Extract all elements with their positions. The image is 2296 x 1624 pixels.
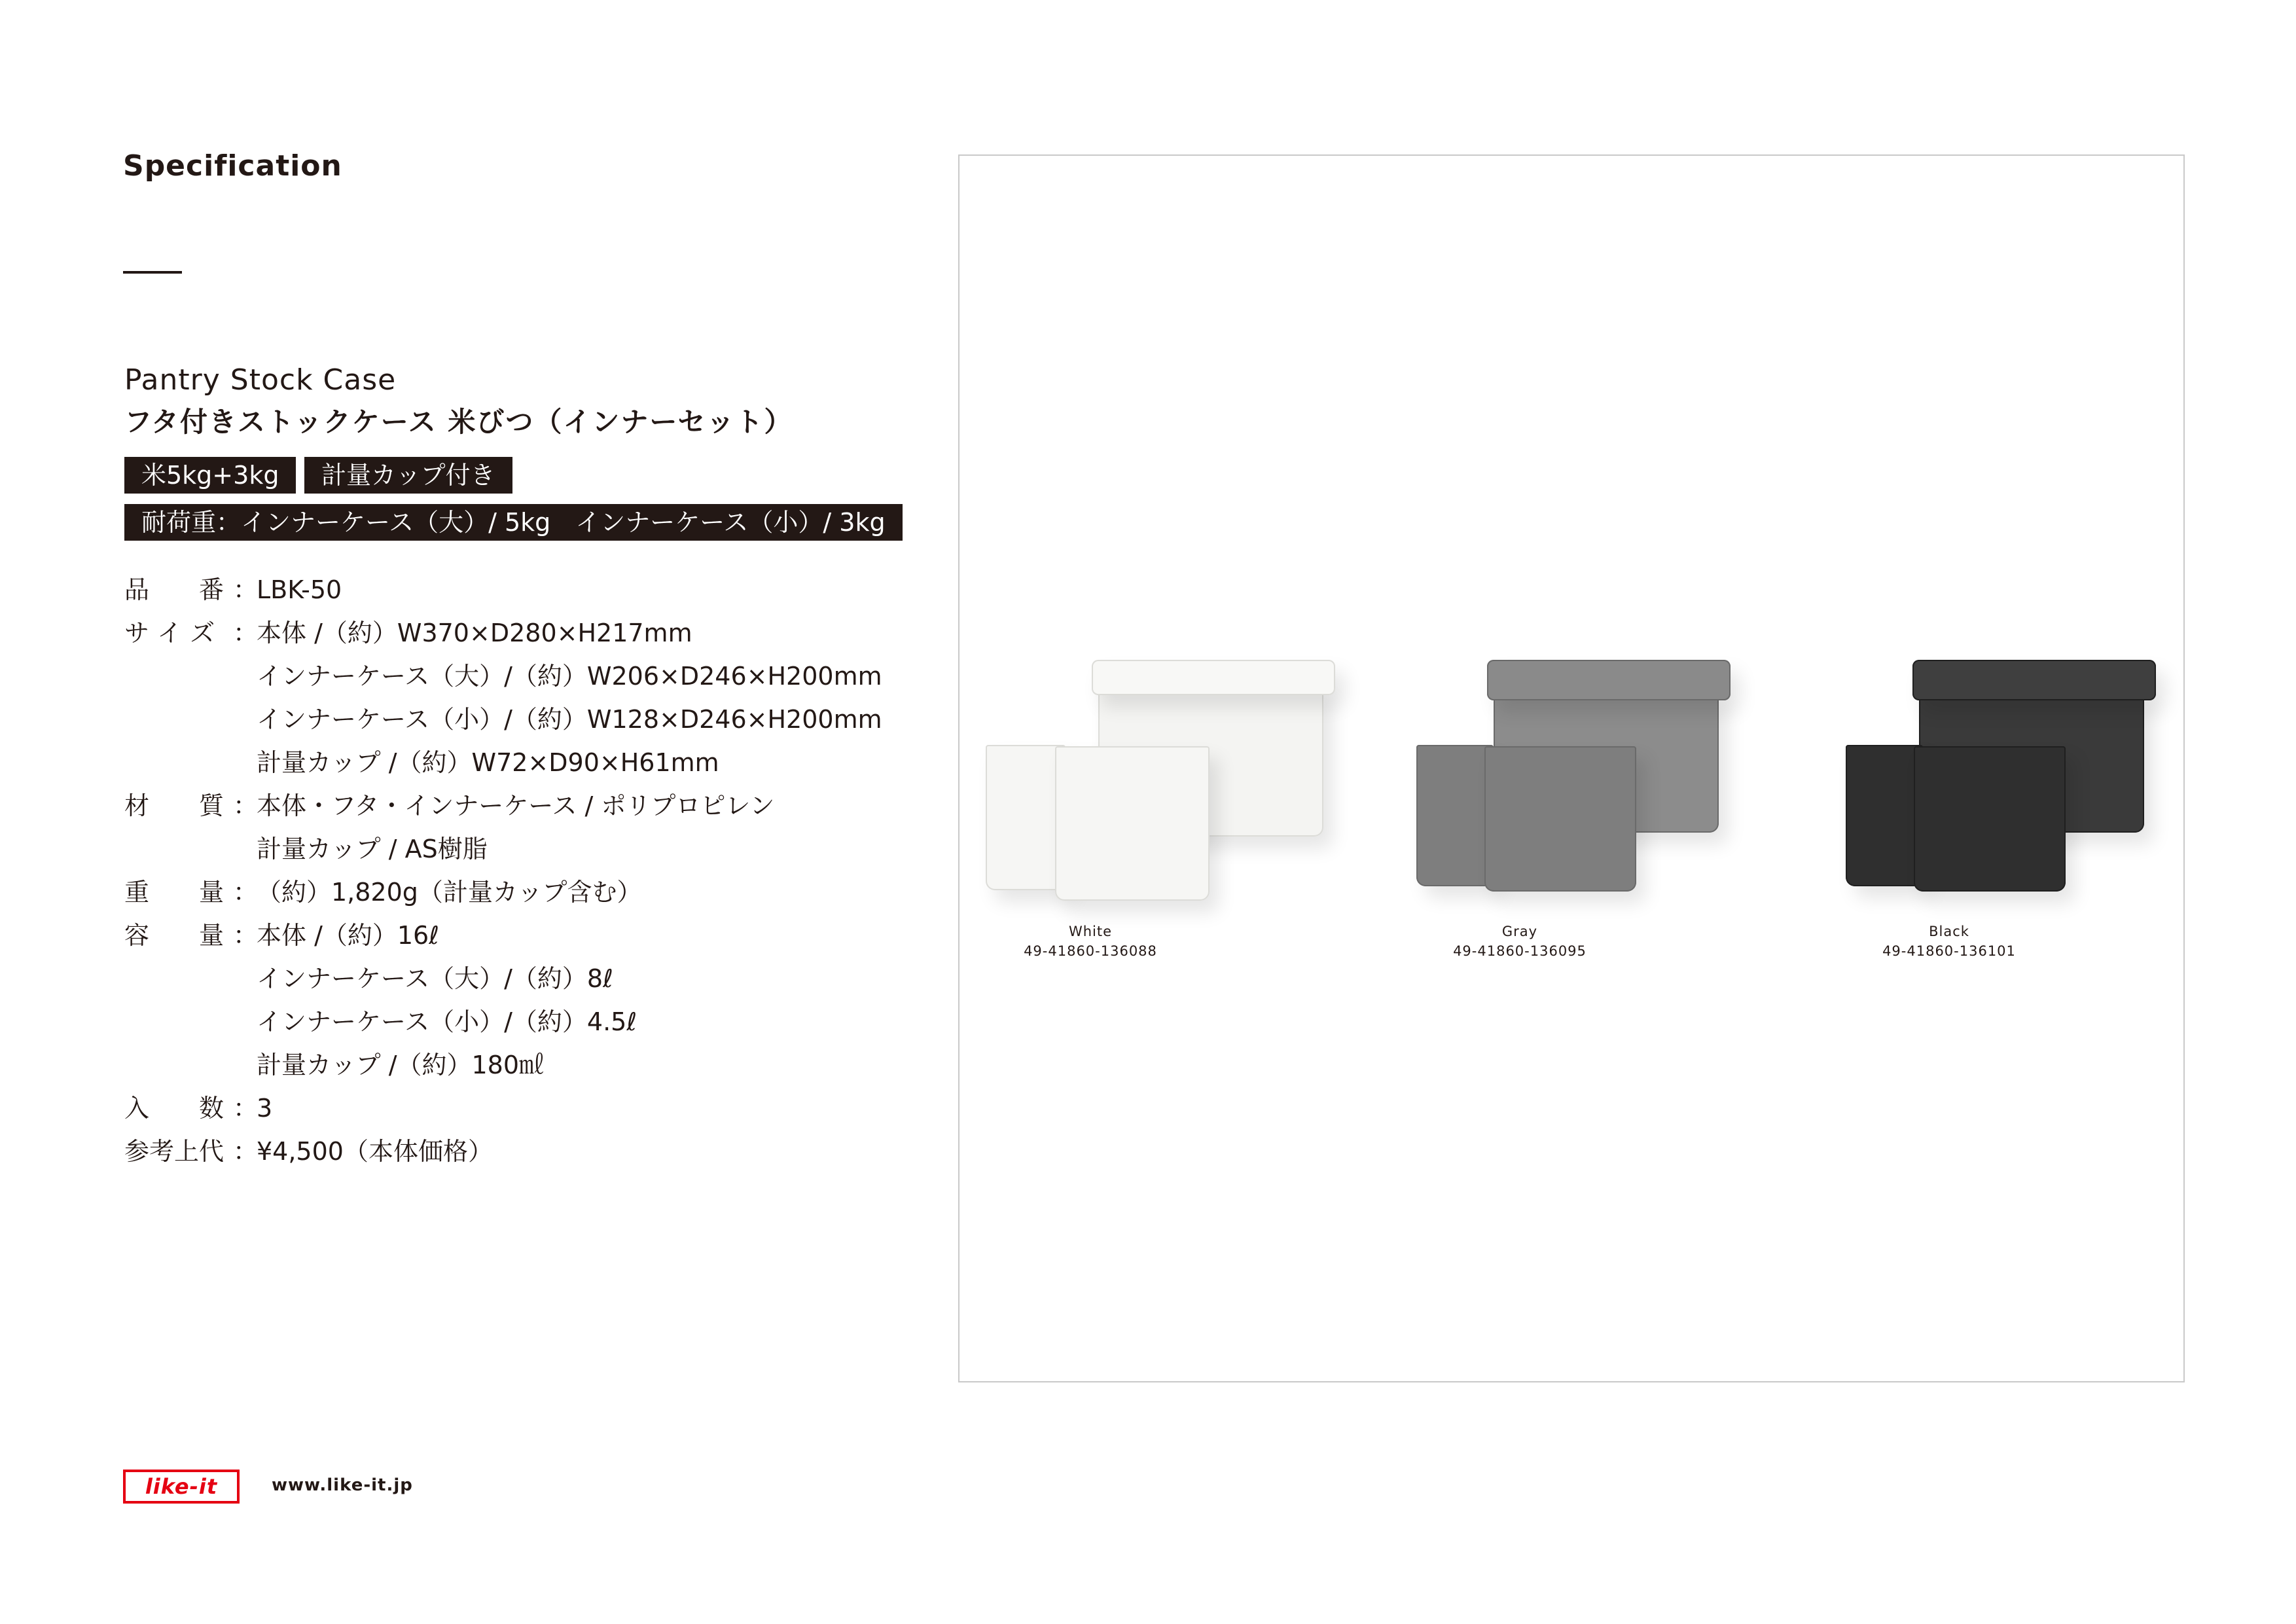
spec-value: 計量カップ /（約）180㎖ xyxy=(257,1051,545,1079)
spec-colon: ： xyxy=(233,791,259,820)
product-white xyxy=(986,660,1326,1118)
spec-label: 入 数 xyxy=(124,1094,224,1123)
jan-code: 49-41860-136101 xyxy=(1882,943,2016,959)
badge-load-capacity: 耐荷重：インナーケース（大）/ 5kg インナーケース（小）/ 3kg xyxy=(124,504,903,541)
spec-colon: ： xyxy=(233,921,259,950)
product-image-frame xyxy=(958,154,2185,1382)
spec-value: ¥4,500（本体価格） xyxy=(257,1137,493,1166)
color-name: Black xyxy=(1929,924,1969,939)
inner-case-large xyxy=(1055,746,1210,901)
spec-colon: ： xyxy=(233,1137,259,1166)
spec-label: 品 番 xyxy=(124,575,224,604)
case-lid xyxy=(1487,660,1731,700)
inner-case-small xyxy=(986,745,1066,890)
jan-code: 49-41860-136088 xyxy=(1024,943,1157,959)
spec-value: インナーケース（大）/（約）8ℓ xyxy=(257,964,613,993)
spec-colon: ： xyxy=(233,575,259,604)
spec-value: 計量カップ / AS樹脂 xyxy=(257,835,488,863)
product-gray xyxy=(1416,660,1757,1118)
spec-colon: ： xyxy=(233,878,259,907)
product-caption xyxy=(1422,922,1618,961)
spec-value: 計量カップ /（約）W72×D90×H61mm xyxy=(257,748,719,777)
product-caption xyxy=(992,922,1189,961)
section-title: Specification xyxy=(123,149,342,183)
spec-label: サ イ ズ xyxy=(124,619,215,647)
spec-value: （約）1,820g（計量カップ含む） xyxy=(257,878,642,907)
product-black xyxy=(1846,660,2186,1118)
spec-label: 重 量 xyxy=(124,878,224,907)
spec-label: 容 量 xyxy=(124,921,224,950)
badge-measuring-cup: 計量カップ付き xyxy=(304,457,512,494)
product-caption xyxy=(1851,922,2047,961)
jan-code: 49-41860-136095 xyxy=(1453,943,1587,959)
spec-colon: ： xyxy=(233,619,259,647)
spec-value: 本体 /（約）16ℓ xyxy=(257,921,439,950)
case-lid xyxy=(1092,660,1335,695)
color-name: Gray xyxy=(1501,924,1538,939)
spec-value: インナーケース（小）/（約）4.5ℓ xyxy=(257,1007,637,1036)
website-link[interactable]: www.like-it.jp xyxy=(272,1475,413,1495)
title-rule xyxy=(123,271,182,274)
spec-value: インナーケース（小）/（約）W128×D246×H200mm xyxy=(257,705,882,734)
inner-case-large xyxy=(1914,746,2066,892)
spec-value: 3 xyxy=(257,1094,273,1123)
badge-rice-capacity: 米5kg+3kg xyxy=(124,457,296,494)
inner-case-small xyxy=(1846,745,1923,886)
product-name-en: Pantry Stock Case xyxy=(124,363,397,397)
inner-case-small xyxy=(1416,745,1494,886)
spec-value: 本体 /（約）W370×D280×H217mm xyxy=(257,619,692,647)
spec-value: インナーケース（大）/（約）W206×D246×H200mm xyxy=(257,662,882,691)
brand-logo[interactable]: like-it xyxy=(123,1470,240,1504)
spec-value: 本体・フタ・インナーケース / ポリプロピレン xyxy=(257,791,775,820)
spec-label: 参考上代 xyxy=(124,1137,224,1166)
spec-colon: ： xyxy=(233,1094,259,1123)
inner-case-large xyxy=(1484,746,1636,892)
product-name-ja: フタ付きストックケース 米びつ（インナーセット） xyxy=(124,406,793,438)
spec-label: 材 質 xyxy=(124,791,224,820)
color-name: White xyxy=(1068,924,1113,939)
case-lid xyxy=(1912,660,2156,700)
spec-value: LBK-50 xyxy=(257,575,342,604)
